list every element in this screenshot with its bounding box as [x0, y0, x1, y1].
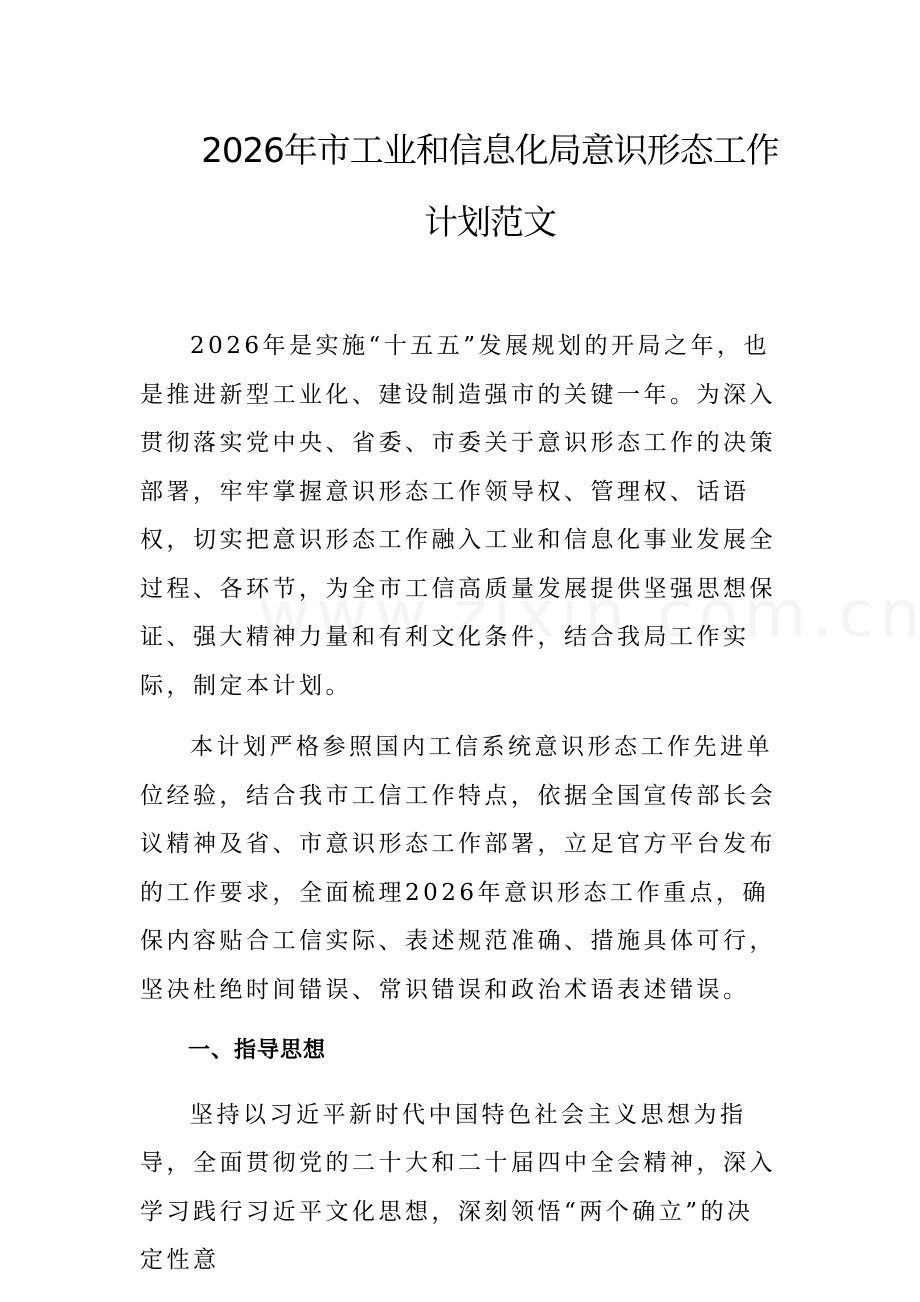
body-paragraph-1: 2026年是实施“十五五”发展规划的开局之年，也是推进新型工业化、建设制造强市的关键一年。为深入贯彻落实党中央、省委、市委关于意识形态工作的决策部署，牢牢掌握意识形态工作领导权、管理权、话语权，切实把意识形态工作融入工业和信息化事业发展全过程、各环节，为全市工信高质量发展提供坚强思想保证、强大精神力量和有利文化条件，结合我局工作实际，制定本计划。 — [140, 333, 776, 699]
section-heading-guiding-ideology: 一、指导思想 — [188, 1038, 327, 1063]
document-title-line-2: 计划范文 — [424, 203, 556, 243]
document-body — [140, 322, 780, 1298]
body-paragraph-2: 本计划严格参照国内工信系统意识形态工作先进单位经验，结合我市工信工作特点，依据全国宣传部长会议精神及省、市意识形态工作部署，立足官方平台发布的工作要求，全面梳理2026年意识形态工作重点，确保内容贴合工信实际、表述规范准确、措施具体可行，坚决杜绝时间错误、常识错误和政治术语表述错误。 — [140, 734, 776, 1003]
section-1-paragraph: 坚持以习近平新时代中国特色社会主义思想为指导，全面贯彻党的二十大和二十届四中全会精神，深入学习践行习近平文化思想，深刻领悟“两个确立”的决定性意 — [140, 1101, 776, 1273]
document-title-line-1: 2026年市工业和信息化局意识形态工作 — [201, 131, 779, 171]
